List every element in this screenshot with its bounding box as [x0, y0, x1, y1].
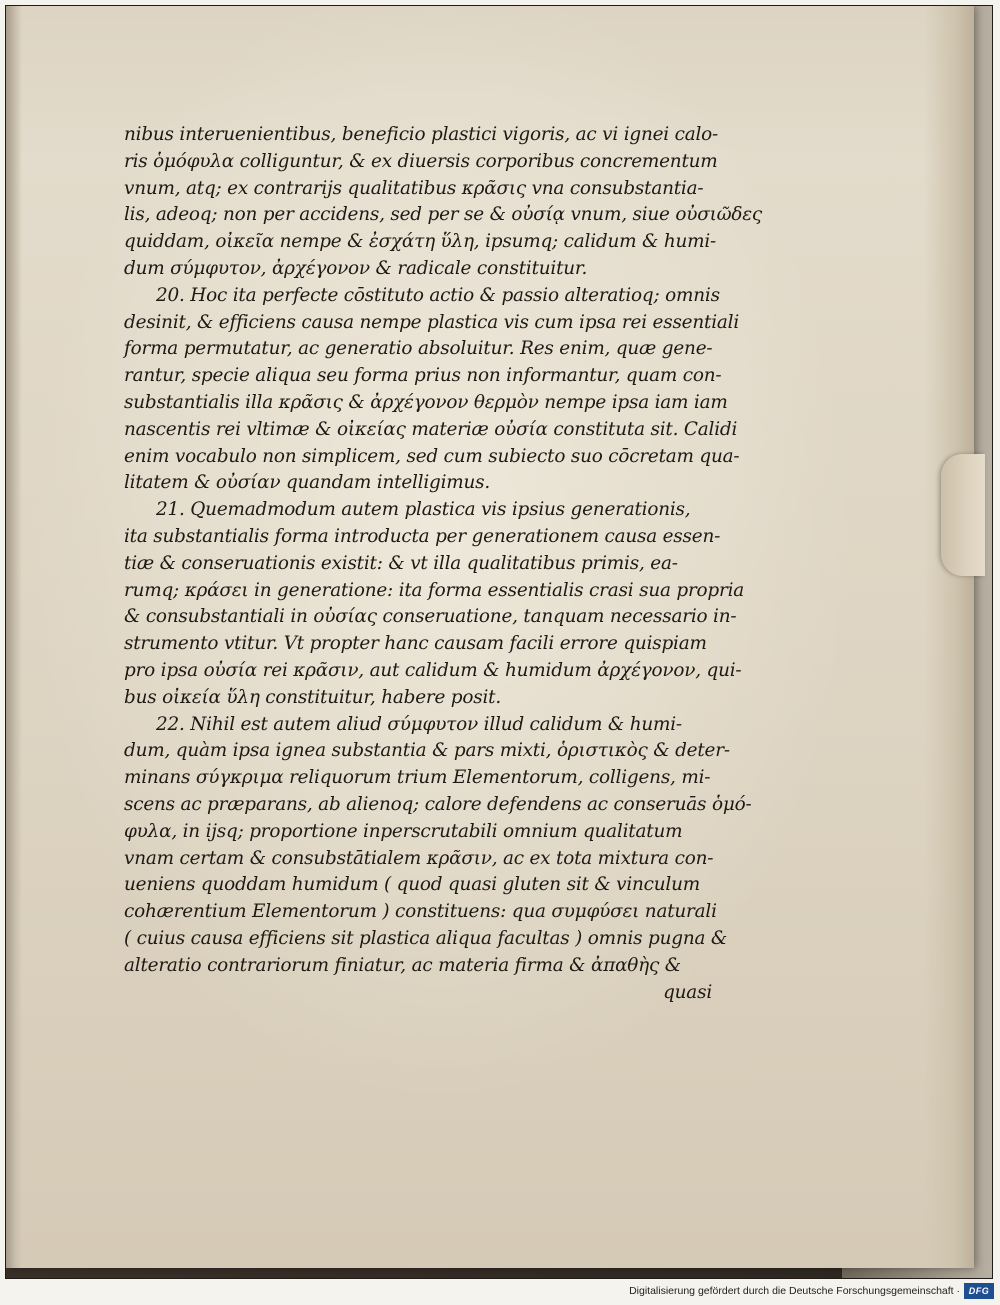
- text-line: nibus interuenientibus, beneficio plastici vigoris, ac vi ignei calo-: [124, 124, 719, 145]
- text-line: scens ac præparans, ab alienoq; calore defendens ac conseruās ὁμό-: [124, 793, 752, 815]
- text-line: rantur, specie aliqua seu forma prius non informantur, quam con-: [124, 365, 722, 387]
- text-line: forma permutatur, ac generatio absoluitur. Res enim, quæ gene-: [124, 338, 713, 360]
- text-line: & consubstantiali in οὐσίας conseruatione, tanquam necessario in-: [124, 606, 737, 628]
- book-page: [6, 6, 974, 1268]
- paragraph-22-start: 22. Nihil est autem aliud σύμφυτον illud calidum & humi-: [156, 713, 682, 735]
- text-line: dum σύμφυτον, ἀρχέγονον & radicale constituitur.: [124, 257, 588, 279]
- catchword: quasi: [663, 981, 712, 1003]
- dfg-logo-icon[interactable]: DFG: [964, 1283, 994, 1299]
- text-line: vnam certam & consubstātialem κρᾶσιν, ac ex tota mixtura con-: [124, 847, 714, 869]
- text-line: cohærentium Elementorum ) constituens: qua συμφύσει naturali: [124, 901, 717, 923]
- footer-bar: [0, 1279, 1000, 1305]
- text-line: nascentis rei vltimæ & οἰκείας materiæ οὐσία constituta sit. Calidi: [124, 418, 738, 440]
- text-line: minans σύγκριμα reliquorum trium Elementorum, colligens, mi-: [124, 767, 711, 789]
- page-gutter: [6, 6, 22, 1268]
- text-line: ita substantialis forma introducta per generationem causa essen-: [124, 525, 721, 547]
- text-line: desinit, & efficiens causa nempe plastica vis cum ipsa rei essentiali: [124, 311, 740, 333]
- text-line: rumq; κράσει in generatione: ita forma essentialis crasi sua propria: [124, 579, 745, 601]
- text-line: φυλα, in ijsq; proportione inperscrutabili omnium qualitatum: [124, 820, 683, 842]
- text-line: litatem & οὐσίαν quandam intelligimus.: [124, 472, 491, 494]
- text-line: lis, adeoq; non per accidens, sed per se & οὐσίᾳ vnum, siue οὐσιῶδες: [124, 204, 763, 226]
- text-line: tiæ & conseruationis existit: & vt illa qualitatibus primis, ea-: [124, 552, 678, 574]
- page-text: [124, 122, 763, 1006]
- text-line: dum, quàm ipsa ignea substantia & pars mixti, ὁριστικὸς & deter-: [124, 740, 730, 762]
- text-line: ris ὁμόφυλα colliguntur, & ex diuersis corporibus concrementum: [124, 150, 718, 172]
- text-line: enim vocabulo non simplicem, sed cum subiecto suo cōcretam qua-: [124, 445, 740, 467]
- paragraph-21-start: 21. Quemadmodum autem plastica vis ipsius generationis,: [156, 499, 691, 521]
- text-line: bus οἰκεία ὕλη constituitur, habere posit.: [124, 686, 502, 708]
- text-line: quiddam, οἰκεῖα nempe & ἐσχάτη ὕλη, ipsumq; calidum & humi-: [124, 231, 717, 253]
- text-line: vnum, atq; ex contrarijs qualitatibus κρᾶσις vna consubstantia-: [124, 177, 704, 199]
- scan-image: [5, 5, 993, 1279]
- paragraph-20-start: 20. Hoc ita perfecte cōstituto actio & passio alteratioq; omnis: [156, 284, 720, 306]
- text-line: pro ipsa οὐσία rei κρᾶσιν, aut calidum & humidum ἀρχέγονον, qui-: [124, 659, 742, 681]
- funding-credit: Digitalisierung gefördert durch die Deutsche Forschungsgemeinschaft ·: [629, 1285, 960, 1297]
- text-line: ( cuius causa efficiens sit plastica aliqua facultas ) omnis pugna &: [124, 927, 728, 949]
- text-line: substantialis illa κρᾶσις & ἀρχέγονον θερμὸν nempe ipsa iam iam: [124, 391, 728, 413]
- page-fore-edge: [924, 6, 974, 1268]
- text-line: ueniens quoddam humidum ( quod quasi gluten sit & vinculum: [124, 874, 700, 896]
- text-line: alteratio contrariorum finiatur, ac materia firma & ἀπαθὴς &: [124, 954, 681, 976]
- text-line: strumento vtitur. Vt propter hanc causam facili errore quispiam: [124, 633, 707, 655]
- page-clip-tab: [941, 454, 985, 576]
